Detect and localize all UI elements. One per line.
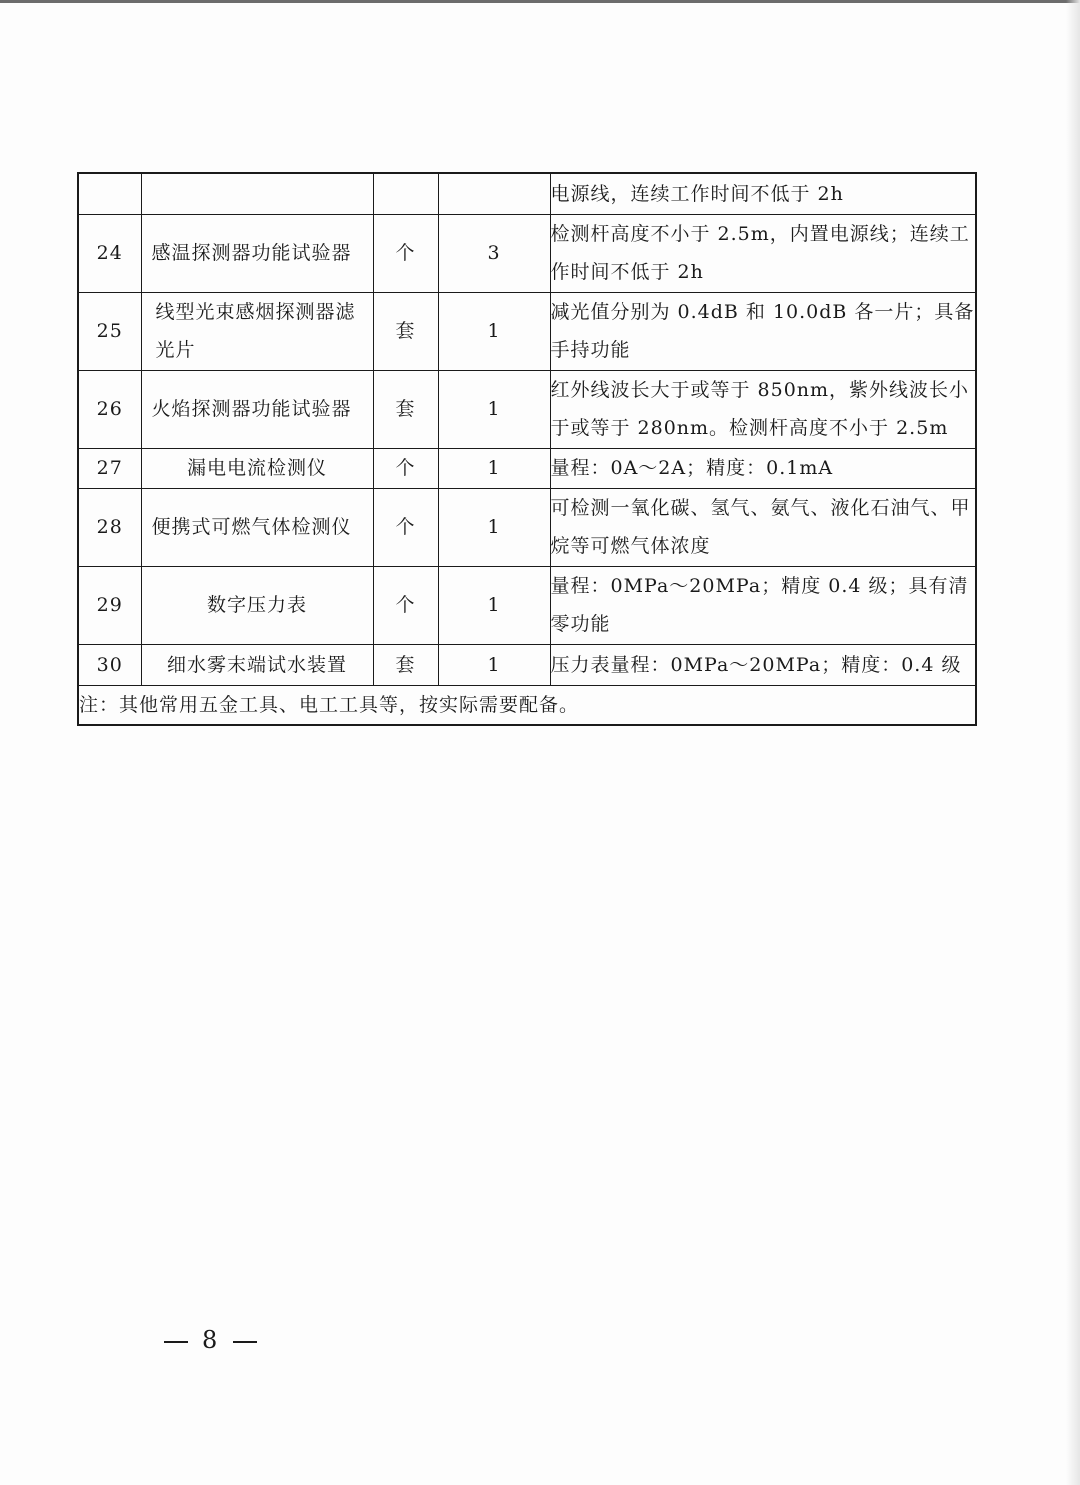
cell-unit: 个 [373,214,438,292]
cell-spec: 红外线波长大于或等于 850nm，紫外线波长小于或等于 280nm。检测杆高度不小于 2.5m [550,370,976,448]
cell-spec: 量程：0A～2A；精度：0.1mA [550,448,976,488]
cell-unit: 个 [373,566,438,644]
cell-number: 24 [78,214,141,292]
page-number-value: 8 [202,1326,220,1354]
cell-quantity: 1 [438,370,550,448]
cell-spec: 检测杆高度不小于 2.5m，内置电源线；连续工作时间不低于 2h [550,214,976,292]
cell-name: 漏电电流检测仪 [141,448,373,488]
cell-number: 25 [78,292,141,370]
cell-quantity: 1 [438,488,550,566]
cell-quantity [438,173,550,214]
cell-name: 线型光束感烟探测器滤光片 [141,292,373,370]
table-row [78,292,976,370]
equipment-table [77,172,977,726]
table-row [78,566,976,644]
cell-unit: 套 [373,370,438,448]
cell-name: 数字压力表 [141,566,373,644]
cell-name: 感温探测器功能试验器 [141,214,373,292]
cell-quantity: 1 [438,292,550,370]
cell-name: 便携式可燃气体检测仪 [141,488,373,566]
cell-unit: 套 [373,644,438,685]
cell-quantity: 1 [438,448,550,488]
cell-number: 30 [78,644,141,685]
cell-unit: 套 [373,292,438,370]
table-row [78,448,976,488]
scan-top-edge [0,0,1080,3]
cell-name: 火焰探测器功能试验器 [141,370,373,448]
cell-name [141,173,373,214]
cell-number: 26 [78,370,141,448]
cell-number [78,173,141,214]
table-row-continuation [78,173,976,214]
cell-quantity: 1 [438,644,550,685]
page-number-dash-right [233,1341,257,1343]
cell-spec: 电源线，连续工作时间不低于 2h [550,173,976,214]
table-note: 注：其他常用五金工具、电工工具等，按实际需要配备。 [78,685,976,725]
cell-quantity: 3 [438,214,550,292]
scan-right-edge-shadow [1066,0,1080,1485]
table-note-row [78,685,976,725]
cell-unit: 个 [373,488,438,566]
table-row [78,644,976,685]
page-number-dash-left [164,1341,188,1343]
table-row [78,214,976,292]
cell-spec: 可检测一氧化碳、氢气、氨气、液化石油气、甲烷等可燃气体浓度 [550,488,976,566]
cell-number: 28 [78,488,141,566]
cell-unit: 个 [373,448,438,488]
cell-unit [373,173,438,214]
cell-quantity: 1 [438,566,550,644]
cell-number: 29 [78,566,141,644]
page-number [150,1326,271,1354]
table-row [78,370,976,448]
cell-spec: 量程：0MPa～20MPa；精度 0.4 级；具有清零功能 [550,566,976,644]
cell-spec: 减光值分别为 0.4dB 和 10.0dB 各一片；具备手持功能 [550,292,976,370]
cell-spec: 压力表量程：0MPa～20MPa；精度：0.4 级 [550,644,976,685]
table-row [78,488,976,566]
cell-name: 细水雾末端试水装置 [141,644,373,685]
cell-number: 27 [78,448,141,488]
